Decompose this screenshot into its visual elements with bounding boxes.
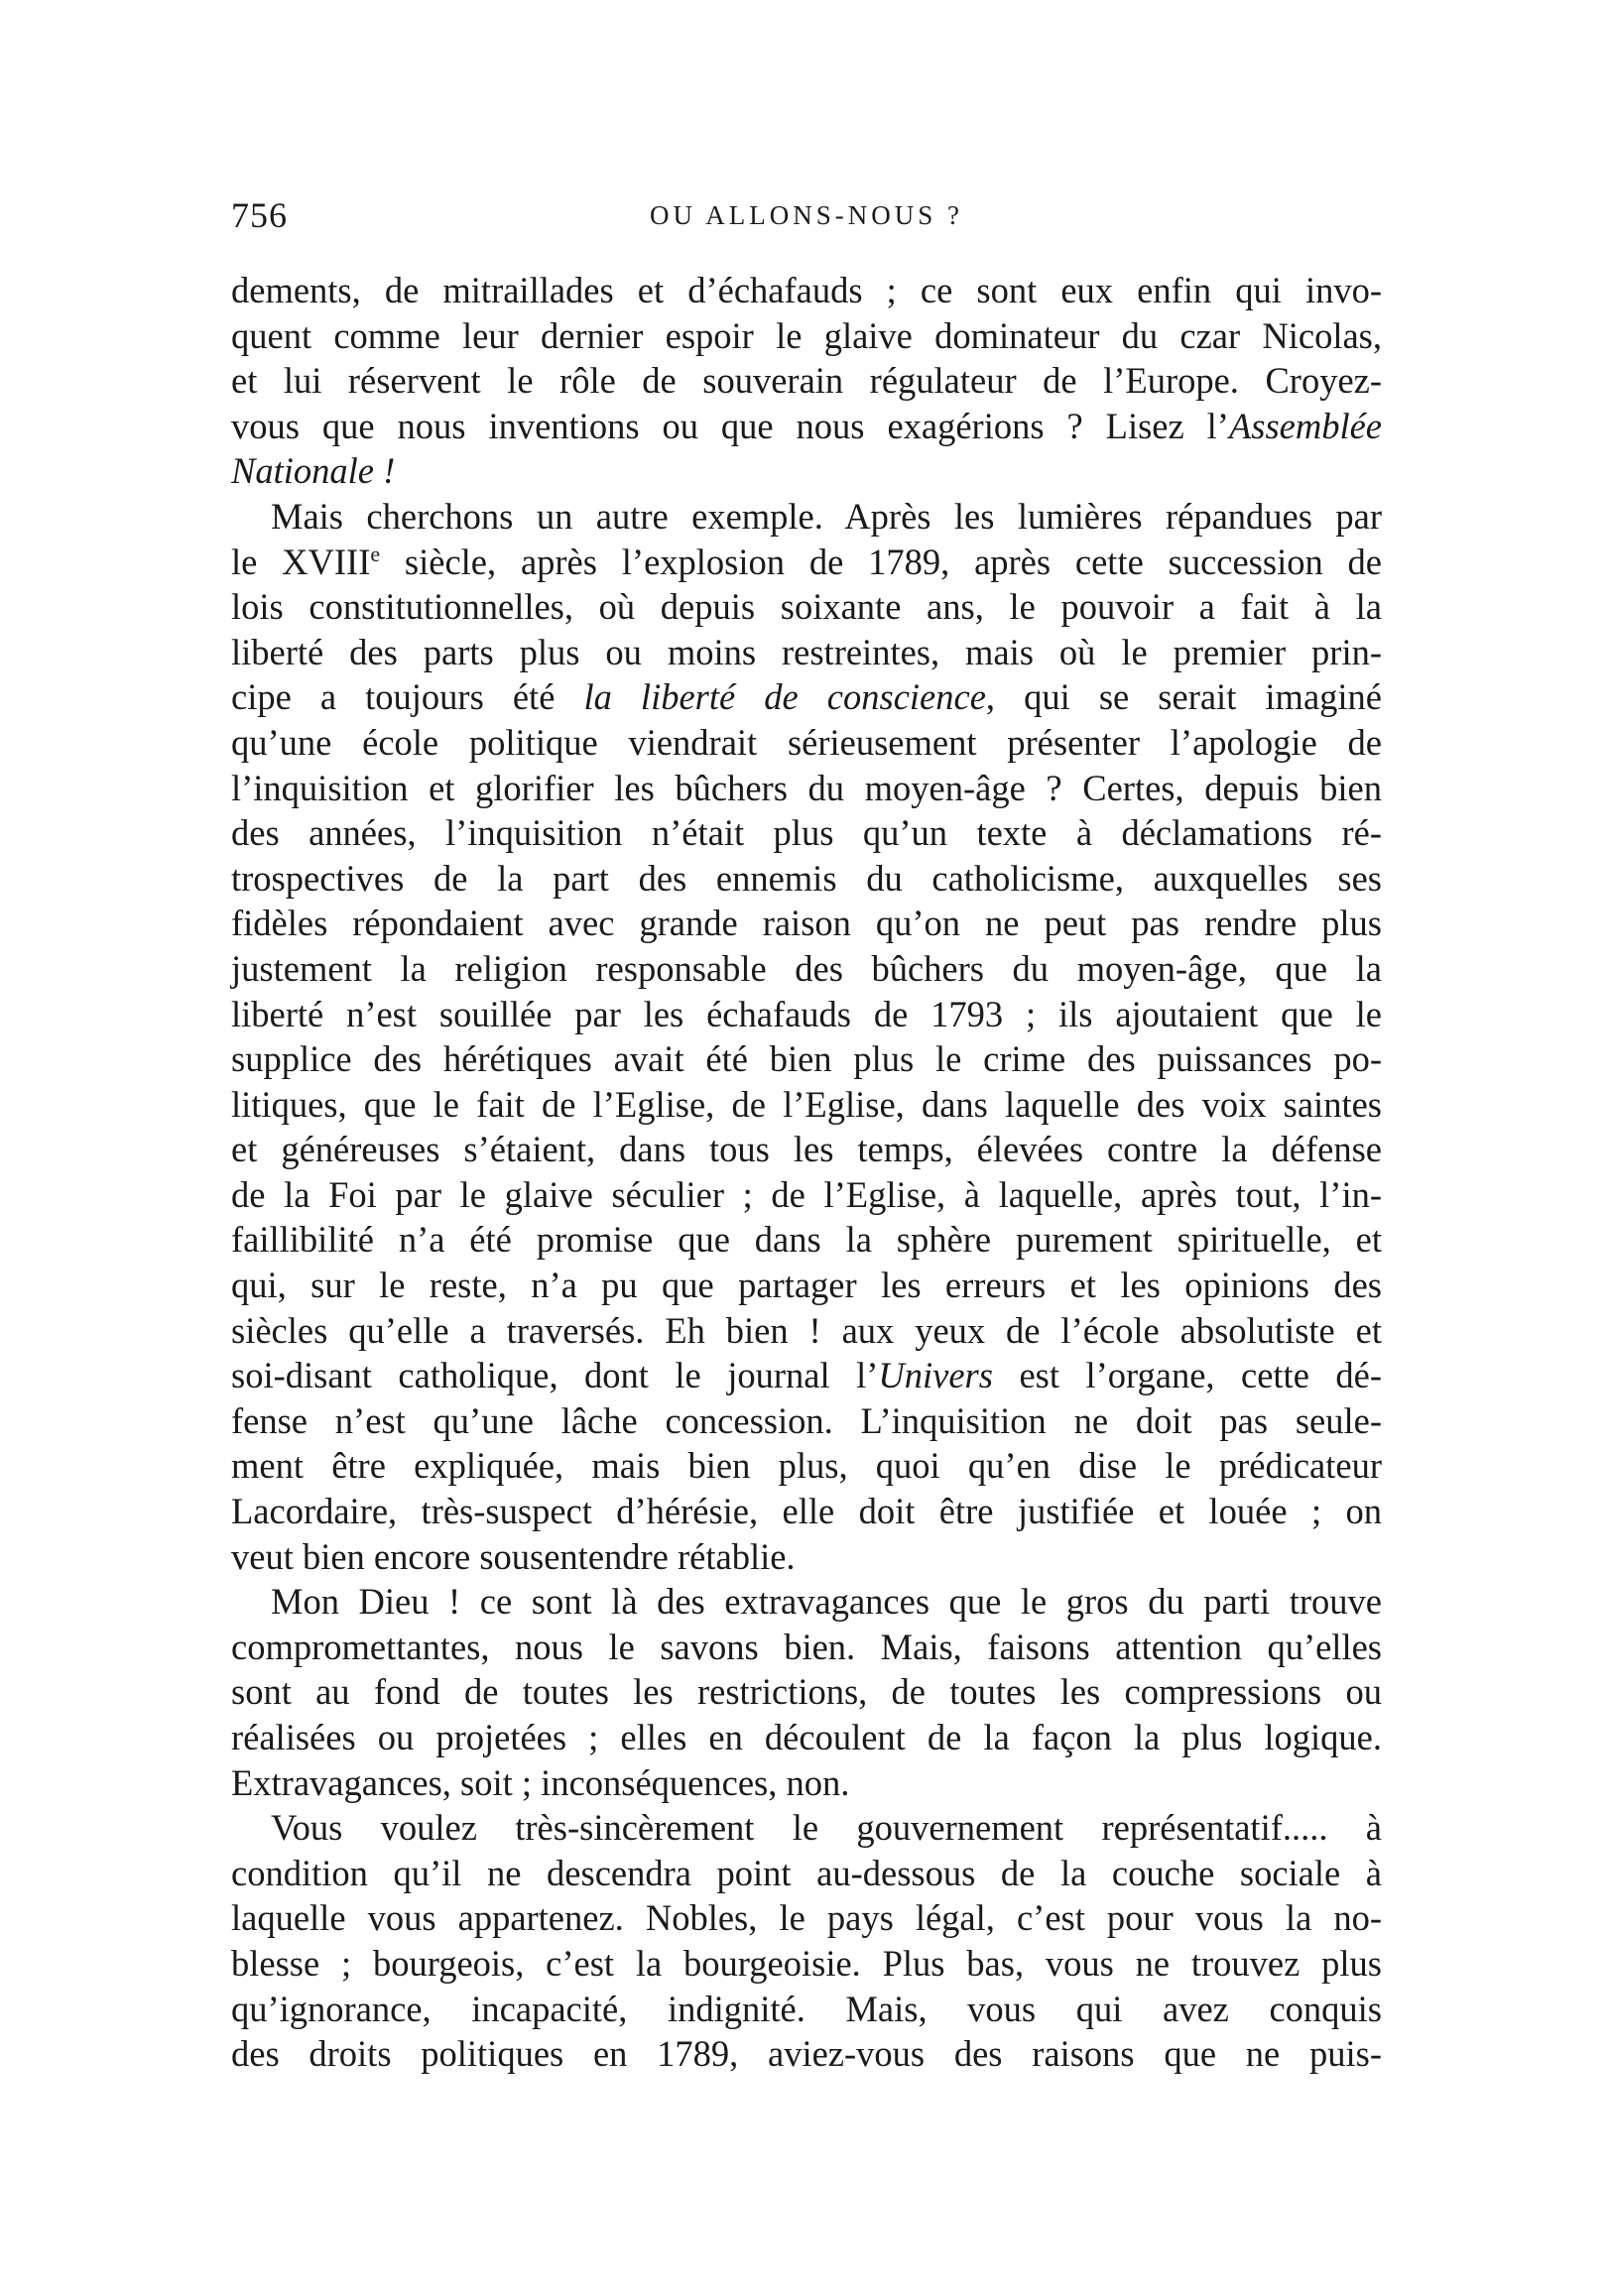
text-line <box>231 766 1382 811</box>
superscript: e <box>370 541 381 566</box>
text-line <box>231 1398 1382 1444</box>
text-segment: l’inquisition et glorifier les bûchers du moyen-âge ? Certes, depuis bien <box>231 767 1382 808</box>
text-line <box>231 1534 1382 1580</box>
text-line <box>231 404 1382 449</box>
text-line <box>231 1579 1382 1625</box>
text-segment: Vous voulez très-sincèrement le gouvernement représentatif..... à <box>271 1807 1382 1849</box>
text-segment: , qui se serait imaginé <box>985 676 1382 718</box>
text-segment: réalisées ou projetées ; elles en découlent de la façon la plus logique. <box>231 1717 1382 1757</box>
text-segment: cipe a toujours été <box>231 676 584 718</box>
text-line <box>231 1263 1382 1308</box>
text-line <box>231 1895 1382 1941</box>
text-line <box>231 1308 1382 1354</box>
text-segment: des droits politiques en 1789, aviez-vous des raisons que ne puis- <box>231 2033 1382 2075</box>
text-segment: qui, sur le reste, n’a pu que partager les erreurs et les opinions des <box>231 1265 1382 1306</box>
text-line <box>231 810 1382 856</box>
text-segment: ment être expliquée, mais bien plus, quoi qu’en dise le prédicateur <box>231 1445 1382 1487</box>
text-segment: liberté des parts plus ou moins restreintes, mais où le premier prin- <box>231 631 1382 672</box>
italic-text: Univers <box>878 1355 993 1396</box>
text-segment: dements, de mitraillades et d’échafauds ; ce sont eux enfin qui invo- <box>231 270 1382 310</box>
text-segment: justement la religion responsable des bûchers du moyen-âge, que la <box>231 947 1382 989</box>
text-segment: siècle, après l’explosion de 1789, après cette succession de <box>380 541 1382 582</box>
text-segment: de la Foi par le glaive séculier ; de l’Eglise, à laquelle, après tout, l’in- <box>231 1173 1382 1215</box>
text-line <box>231 1036 1382 1082</box>
text-line <box>231 1217 1382 1263</box>
text-segment: des années, l’inquisition n’était plus qu’un texte à déclamations ré- <box>231 812 1382 854</box>
page-header <box>231 194 1382 244</box>
text-line <box>231 2031 1382 2077</box>
text-segment: quent comme leur dernier espoir le glaive dominateur du czar Nicolas, <box>231 314 1382 356</box>
text-segment: trospectives de la part des ennemis du catholicisme, auxquelles ses <box>231 857 1382 899</box>
text-line <box>231 1669 1382 1715</box>
text-line <box>231 1715 1382 1760</box>
text-line <box>231 268 1382 313</box>
text-segment: condition qu’il ne descendra point au-dessous de la couche sociale à <box>231 1852 1382 1893</box>
text-segment: le XVIII <box>231 541 371 582</box>
text-line <box>231 1353 1382 1398</box>
text-line <box>231 1851 1382 1896</box>
text-segment: sont au fond de toutes les restrictions, de toutes les compressions ou <box>231 1671 1382 1713</box>
text-line <box>231 674 1382 720</box>
text-line <box>231 540 1382 585</box>
text-line <box>231 901 1382 946</box>
italic-text: Assemblée <box>1228 405 1382 446</box>
text-line <box>231 992 1382 1037</box>
text-segment: litiques, que le fait de l’Eglise, de l’Eglise, dans laquelle des voix saintes <box>231 1083 1382 1125</box>
text-line <box>231 1443 1382 1489</box>
text-segment: et lui réservent le rôle de souverain régulateur de l’Europe. Croyez- <box>231 360 1382 402</box>
text-line <box>231 1489 1382 1534</box>
italic-text: la liberté de conscience <box>583 676 986 718</box>
text-segment: fidèles répondaient avec grande raison qu’on ne peut pas rendre plus <box>231 903 1382 944</box>
text-segment: Mon Dieu ! ce sont là des extravagances que le gros du parti trouve <box>271 1581 1382 1623</box>
text-line <box>231 1082 1382 1128</box>
text-line <box>231 946 1382 992</box>
text-line <box>231 313 1382 359</box>
text-line <box>231 630 1382 675</box>
text-segment: fense n’est qu’une lâche concession. L’inquisition ne doit pas seule- <box>231 1399 1382 1441</box>
text-line <box>231 1987 1382 2032</box>
text-segment: Mais cherchons un autre exemple. Après les lumières répandues par <box>271 495 1382 537</box>
text-segment: qu’une école politique viendrait sérieusement présenter l’apologie de <box>231 721 1382 763</box>
text-segment: Lacordaire, très-suspect d’hérésie, elle doit être justifiée et louée ; on <box>231 1491 1382 1532</box>
text-segment: compromettantes, nous le savons bien. Mais, faisons attention qu’elles <box>231 1626 1382 1667</box>
page-number: 756 <box>231 195 288 235</box>
text-segment: liberté n’est souillée par les échafauds de 1793 ; ils ajoutaient que le <box>231 993 1382 1034</box>
text-segment: qu’ignorance, incapacité, indignité. Mais, vous qui avez conquis <box>231 1988 1382 2029</box>
running-title: OU ALLONS-NOUS ? <box>650 200 963 230</box>
text-segment: veut bien encore sousentendre rétablie. <box>231 1535 796 1577</box>
text-segment: soi-disant catholique, dont le journal l’ <box>231 1355 879 1396</box>
text-line <box>231 1127 1382 1172</box>
italic-text: Nationale ! <box>231 450 396 492</box>
text-segment: Extravagances, soit ; inconséquences, non. <box>231 1761 850 1803</box>
text-line <box>231 584 1382 630</box>
text-line <box>231 358 1382 404</box>
text-line <box>231 1172 1382 1218</box>
text-line <box>231 720 1382 766</box>
text-line <box>231 856 1382 902</box>
text-segment: faillibilité n’a été promise que dans la sphère purement spirituelle, et <box>231 1219 1382 1261</box>
text-line <box>231 448 1382 494</box>
text-segment: supplice des hérétiques avait été bien plus le crime des puissances po- <box>231 1038 1382 1080</box>
text-line <box>231 1805 1382 1851</box>
text-segment: vous que nous inventions ou que nous exagérions ? Lisez l’ <box>231 405 1229 446</box>
text-line <box>231 1625 1382 1670</box>
text-line <box>231 1760 1382 1806</box>
text-line <box>231 494 1382 540</box>
text-segment: laquelle vous appartenez. Nobles, le pays légal, c’est pour vous la no- <box>231 1897 1382 1939</box>
text-segment: et généreuses s’étaient, dans tous les temps, élevées contre la défense <box>231 1129 1382 1170</box>
text-segment: siècles qu’elle a traversés. Eh bien ! aux yeux de l’école absolutiste et <box>231 1309 1382 1351</box>
text-segment: est l’organe, cette dé- <box>992 1355 1382 1396</box>
text-segment: blesse ; bourgeois, c’est la bourgeoisie. Plus bas, vous ne trouvez plus <box>231 1942 1382 1984</box>
text-segment: lois constitutionnelles, où depuis soixante ans, le pouvoir a fait à la <box>231 586 1382 628</box>
body-text <box>231 268 1382 2077</box>
text-line <box>231 1941 1382 1987</box>
